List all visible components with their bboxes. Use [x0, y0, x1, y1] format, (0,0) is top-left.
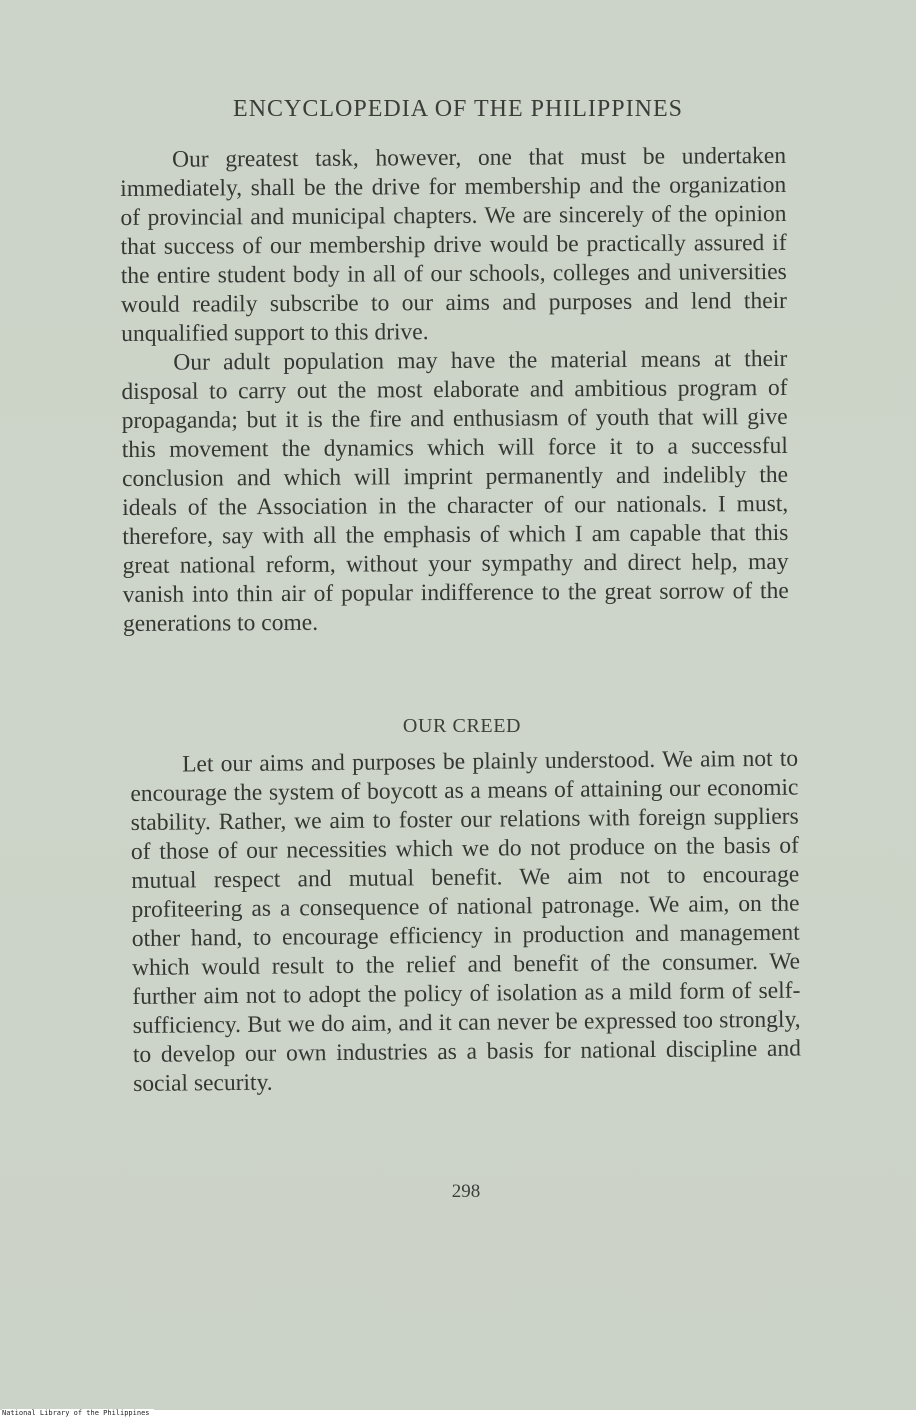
body-text-creed: [130, 745, 801, 1099]
paragraph-creed: Let our aims and purposes be plainly understood. We aim not to encourage the system of boycott as a means of attaining our economic stability. Rather, we aim to foster our relations with foreign suppliers of those of our necessities which we do not produce on the basis of mutual respect and mutual benefit. We aim not to encourage profiteering as a consequence of national patronage. We aim, on the other hand, to encourage efficiency in production and management which would result to the relief and benefit of the consumer. We further aim not to adopt the policy of isolation as a mild form of self-sufficiency. But we do aim, and it can never be expressed too strongly, to develop our own industries as a basis for national discipline and social security.: [130, 745, 802, 1097]
page-number: 298: [451, 1181, 481, 1202]
body-text-upper: [120, 142, 789, 639]
library-credit: National Library of the Philippines: [2, 1409, 154, 1418]
running-head: ENCYCLOPEDIA OF THE PHILIPPINES: [233, 96, 683, 122]
paragraph-membership-drive: Our greatest task, however, one that must be undertaken immediately, shall be the drive for membership and the organization of provincial and municipal chapters. We are sincerely of the opinion that success of our membership drive would be practically assured if the entire student body in all of our schools, colleges and universities would readily subscribe to our aims and purposes and lend their unqualified support to this drive.: [120, 142, 788, 347]
paragraph-youth-enthusiasm: Our adult population may have the material means at their disposal to carry out the most elaborate and ambitious program of propaganda; but it is the fire and enthusiasm of youth that will give this movement the dynamics which will force it to a successful conclusion and which will imprint permanently and indelibly the ideals of the Association in the character of our nationals. I must, therefore, say with all the emphasis of which I am capable that this great national reform, without your sympathy and direct help, may vanish into thin air of popular indifference to the great sorrow of the generations to come.: [121, 345, 789, 637]
section-heading-our-creed: OUR CREED: [402, 715, 522, 737]
